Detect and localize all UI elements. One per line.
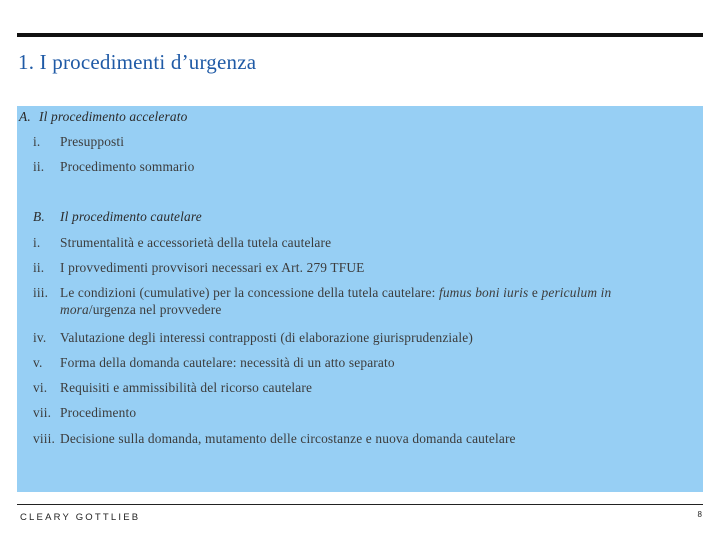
- slide-title: 1. I procedimenti d’urgenza: [18, 50, 257, 74]
- list-item-number: ii.: [33, 159, 45, 174]
- list-item-number: iii.: [33, 285, 49, 300]
- list-item-number: viii.: [33, 431, 55, 446]
- list-item-text: Strumentalità e accessorietà della tutela cautelare: [60, 235, 332, 250]
- section-a-title: Il procedimento accelerato: [39, 109, 188, 124]
- list-item-number: v.: [33, 355, 43, 370]
- section-a-number: A.: [19, 109, 31, 124]
- list-item-number: vi.: [33, 380, 48, 395]
- list-item-text: Requisiti e ammissibilità del ricorso cautelare: [60, 380, 313, 395]
- list-item-text: Valutazione degli interessi contrapposti (di elaborazione giurisprudenziale): [60, 330, 473, 345]
- page-number: 8: [697, 510, 702, 519]
- list-item-number: iv.: [33, 330, 47, 345]
- list-item-number: vii.: [33, 405, 52, 420]
- list-item-text: I provvedimenti provvisori necessari ex Art. 279 TFUE: [60, 260, 365, 275]
- list-item-continuation: mora/urgenza nel provvedere: [60, 302, 222, 317]
- list-item-text: Procedimento sommario: [60, 159, 195, 174]
- company-logo: CLEARY GOTTLIEB: [20, 512, 141, 523]
- list-item-text: Forma della domanda cautelare: necessità di un atto separato: [60, 355, 395, 370]
- list-item-text: Presupposti: [60, 134, 125, 149]
- list-item-number: i.: [33, 235, 41, 250]
- section-b-title: Il procedimento cautelare: [60, 209, 202, 224]
- list-item-text: Le condizioni (cumulative) per la concessione della tutela cautelare: fumus boni iuris e periculum in: [60, 285, 612, 300]
- list-item-text: Procedimento: [60, 405, 137, 420]
- list-item-number: i.: [33, 134, 41, 149]
- list-item-number: ii.: [33, 260, 45, 275]
- top-divider: [17, 33, 703, 37]
- section-b-number: B.: [33, 209, 45, 224]
- footer-divider: [17, 504, 703, 505]
- list-item-text: Decisione sulla domanda, mutamento delle circostanze e nuova domanda cautelare: [60, 431, 516, 446]
